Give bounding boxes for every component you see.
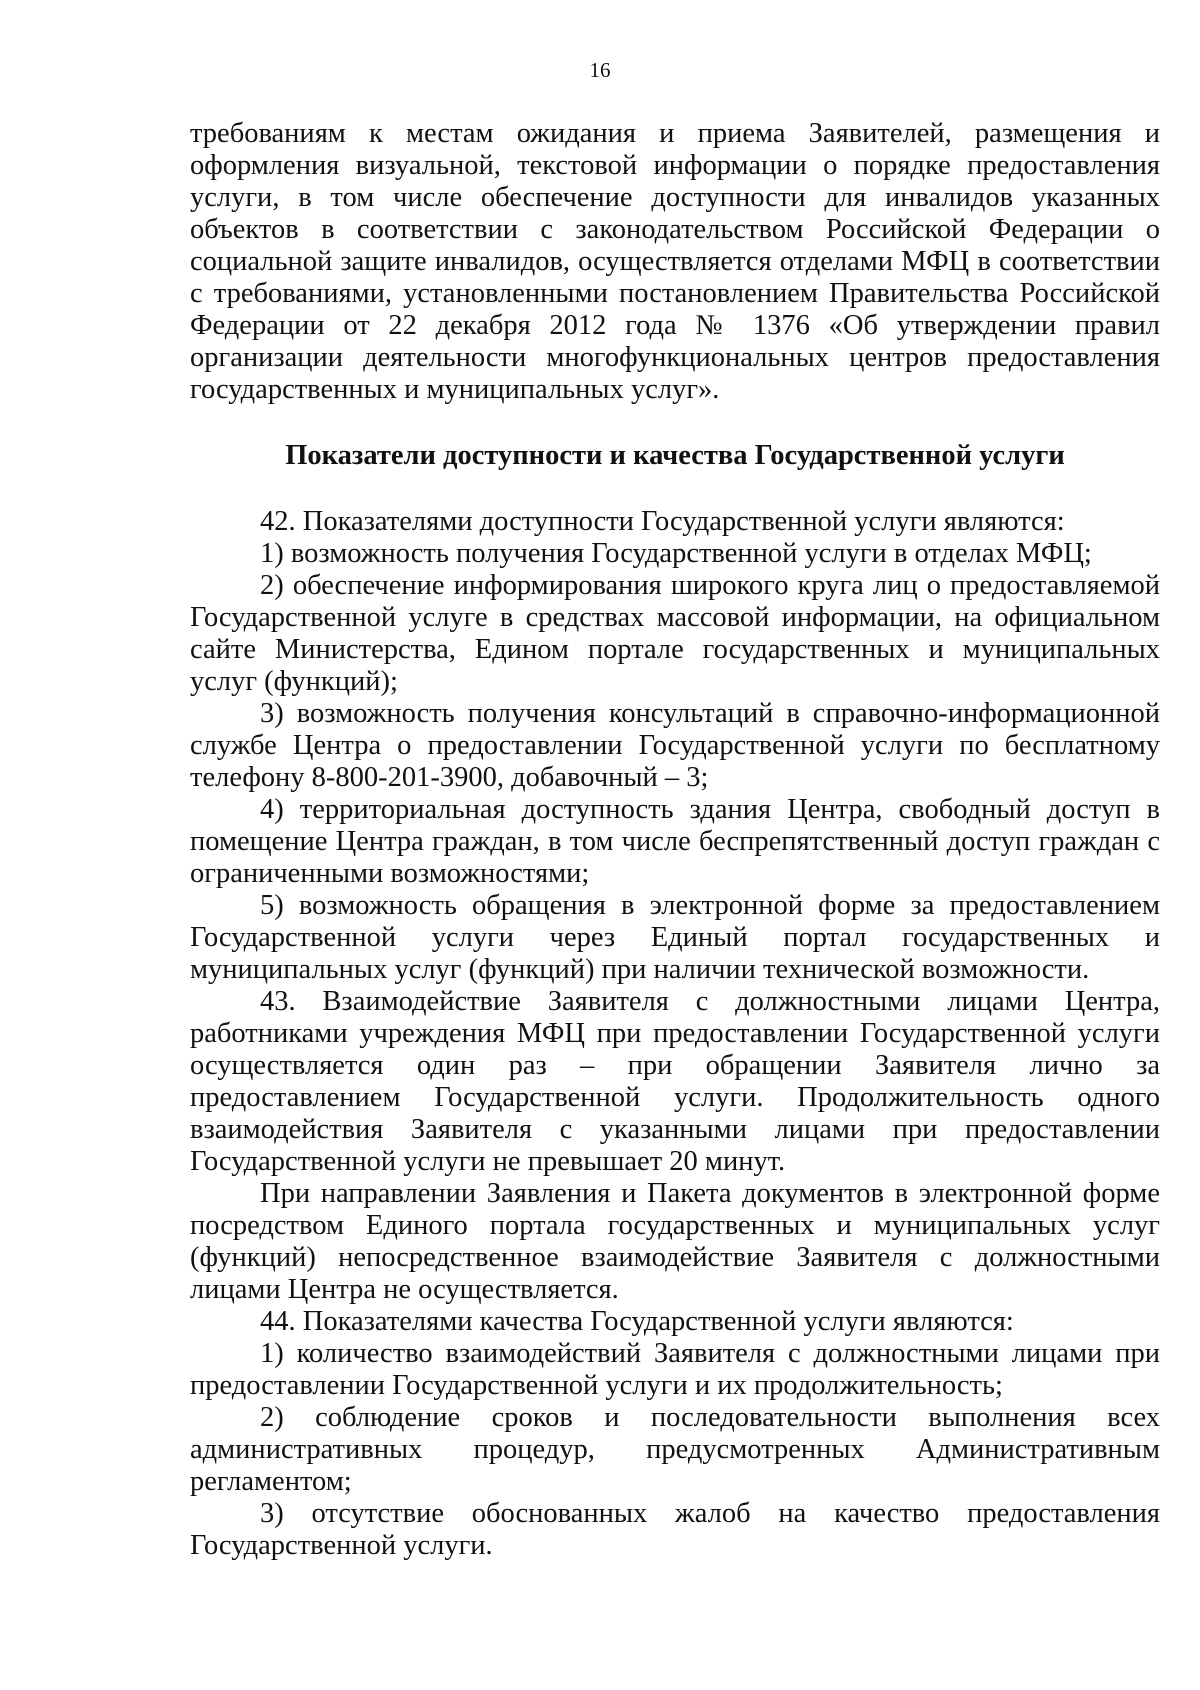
paragraph-43: 43. Взаимодействие Заявителя с должностными лицами Центра, работниками учреждения МФЦ при предоставлении Государственной услуги осуществляется один раз – при обращении Заявителя лично за предоставлением Государственной услуги. Продолжительность одного взаимодействия Заявителя с указанными лицами при предоставлении Государственной услуги не превышает 20 минут. <box>190 986 1160 1177</box>
paragraph-42-item-2: 2) обеспечение информирования широкого круга лиц о предоставляемой Государственной услуге в средствах массовой информации, на официальном сайте Министерства, Едином портале государственных и муниципальных услуг (функций); <box>190 570 1160 697</box>
paragraph-continuation: требованиям к местам ожидания и приема Заявителей, размещения и оформления визуальной, текстовой информации о порядке предоставления услуги, в том числе обеспечение доступности для инвалидов указанных объектов в соответствии с законодательством Российской Федерации о социальной защите инвалидов, осуществляется отделами МФЦ в соответствии с требованиями, установленными постановлением Правительства Российской Федерации от 22 декабря 2012 года № 1376 «Об утверждении правил организации деятельности многофункциональных центров предоставления государственных и муниципальных услуг». <box>190 118 1160 405</box>
paragraph-42-item-5: 5) возможность обращения в электронной форме за предоставлением Государственной услуги через Единый портал государственных и муниципальных услуг (функций) при наличии технической возможности. <box>190 890 1160 985</box>
document-body <box>190 118 1160 1562</box>
paragraph-43-electronic: При направлении Заявления и Пакета документов в электронной форме посредством Единого портала государственных и муниципальных услуг (функций) непосредственное взаимодействие Заявителя с должностными лицами Центра не осуществляется. <box>190 1178 1160 1305</box>
paragraph-42: 42. Показателями доступности Государственной услуги являются: <box>260 506 1065 537</box>
page-number: 16 <box>589 58 611 82</box>
paragraph-42-item-4: 4) территориальная доступность здания Центра, свободный доступ в помещение Центра граждан, в том числе беспрепятственный доступ граждан с ограниченными возможностями; <box>190 794 1160 889</box>
paragraph-44-item-2: 2) соблюдение сроков и последовательности выполнения всех административных процедур, предусмотренных Административным регламентом; <box>190 1402 1160 1497</box>
section-heading: Показатели доступности и качества Государственной услуги <box>285 440 1065 471</box>
paragraph-44-item-1: 1) количество взаимодействий Заявителя с должностными лицами при предоставлении Государственной услуги и их продолжительность; <box>190 1338 1160 1401</box>
paragraph-42-item-1: 1) возможность получения Государственной услуги в отделах МФЦ; <box>260 538 1092 569</box>
paragraph-44: 44. Показателями качества Государственной услуги являются: <box>260 1306 1014 1337</box>
paragraph-44-item-3: 3) отсутствие обоснованных жалоб на качество предоставления Государственной услуги. <box>190 1498 1160 1561</box>
paragraph-42-item-3: 3) возможность получения консультаций в справочно-информационной службе Центра о предоставлении Государственной услуги по бесплатному телефону 8-800-201-3900, добавочный – 3; <box>190 698 1160 793</box>
